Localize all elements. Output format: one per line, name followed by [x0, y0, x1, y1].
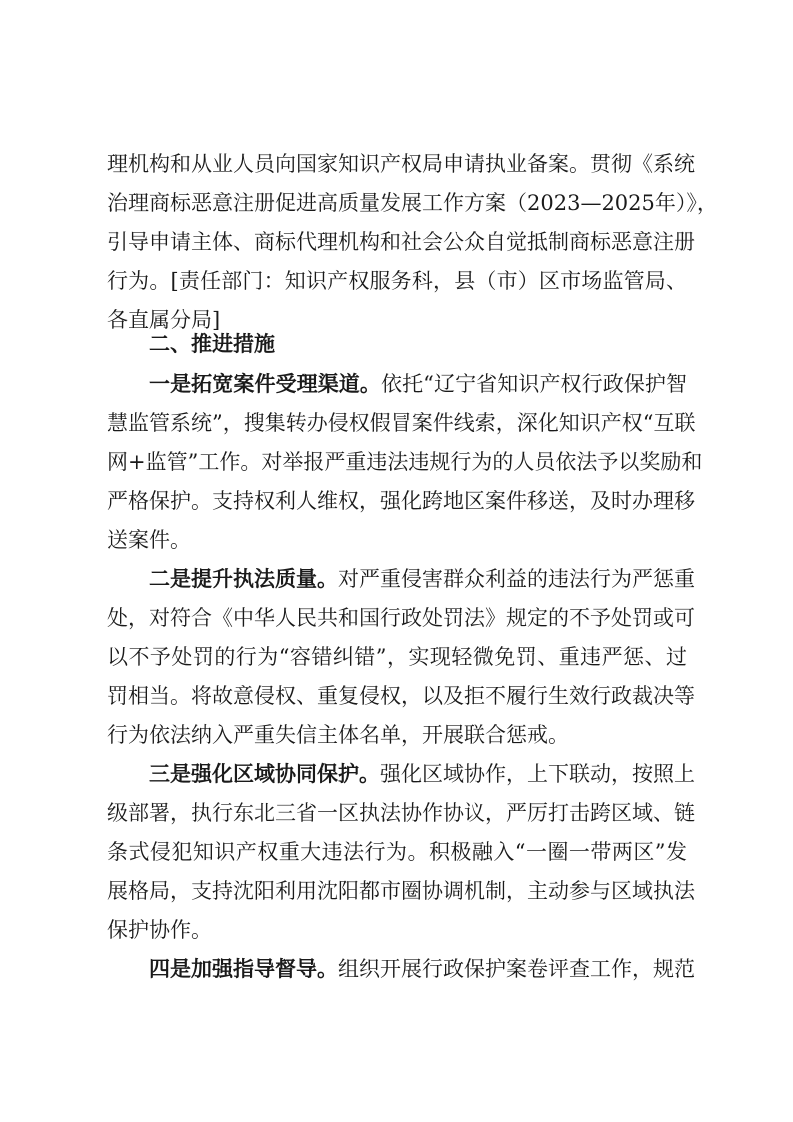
paragraph-line: 引导申请主体、商标代理机构和社会公众自觉抵制商标恶意注册: [107, 230, 695, 254]
section-heading: 二、推进措施: [149, 332, 275, 356]
paragraph-line: 行为。[责任部门：知识产权服务科，县（市）区市场监管局、: [107, 269, 687, 293]
paragraph-lead: 四是加强指导督导。: [149, 956, 338, 981]
paragraph-first-line: [149, 364, 687, 404]
paragraph-line: 以不予处罚的行为“容错纠错”，实现轻微免罚、重违严惩、过: [107, 645, 687, 669]
paragraph-text: 对严重侵害群众利益的违法行为严惩重: [338, 567, 695, 591]
paragraph-line: 级部署，执行东北三省一区执法协作协议，严厉打击跨区域、链: [107, 801, 695, 825]
paragraph-line: 严格保护。支持权利人维权，强化跨地区案件移送，及时办理移: [107, 489, 695, 513]
paragraph-first-line: [149, 949, 695, 989]
paragraph-line: 治理商标恶意注册促进高质量发展工作方案（2023—2025年）》，: [107, 191, 718, 215]
paragraph-line: 送案件。: [107, 528, 191, 552]
paragraph-line: 保护协作。: [107, 918, 212, 942]
paragraph-line: 行为依法纳入严重失信主体名单，开展联合惩戒。: [107, 723, 569, 747]
paragraph-text: 组织开展行政保护案卷评查工作，规范: [338, 957, 695, 981]
paragraph-line: 罚相当。将故意侵权、重复侵权，以及拒不履行生效行政裁决等: [107, 684, 695, 708]
paragraph-text: 依托“辽宁省知识产权行政保护智: [381, 372, 687, 396]
paragraph-lead: 二是提升执法质量。: [149, 566, 338, 591]
paragraph-lead: 三是强化区域协同保护。: [149, 761, 380, 786]
paragraph-line: 理机构和从业人员向国家知识产权局申请执业备案。贯彻《系统: [107, 152, 695, 176]
paragraph-first-line: [149, 559, 695, 599]
paragraph-line: 条式侵犯知识产权重大违法行为。积极融入“一圈一带两区”发: [107, 840, 687, 864]
paragraph-text: 强化区域协作，上下联动，按照上: [380, 762, 695, 786]
paragraph-line: 慧监管系统”，搜集转办侵权假冒案件线索，深化知识产权“互联: [107, 411, 696, 435]
paragraph-line: 各直属分局]: [107, 308, 221, 332]
paragraph-first-line: [149, 754, 695, 794]
paragraph-line: 展格局，支持沈阳利用沈阳都市圈协调机制，主动参与区域执法: [107, 879, 695, 903]
paragraph-lead: 一是拓宽案件受理渠道。: [149, 371, 381, 396]
paragraph-line: 网+监管”工作。对举报严重违法违规行为的人员依法予以奖励和: [107, 450, 703, 474]
paragraph-line: 处，对符合《中华人民共和国行政处罚法》规定的不予处罚或可: [107, 606, 695, 630]
